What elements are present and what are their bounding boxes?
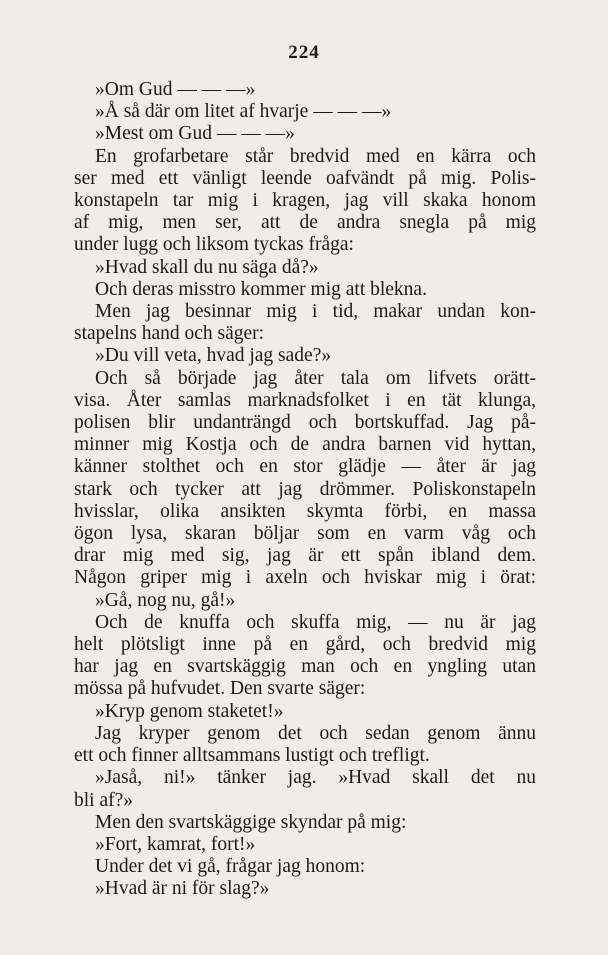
text-line: »Gå, nog nu, gå!» bbox=[95, 589, 236, 611]
text-line: »Mest om Gud — — —» bbox=[95, 123, 295, 145]
text-line: polisen blir undanträngd och bortskuffad. Jag på- bbox=[74, 412, 536, 434]
text-line: har jag en svartskäggig man och en yngling utan bbox=[74, 656, 536, 678]
text-line: drar mig med sig, jag är ett spån ibland dem. bbox=[74, 545, 536, 567]
text-line: En grofarbetare står bredvid med en kärra och bbox=[95, 145, 536, 167]
text-line: stapelns hand och säger: bbox=[74, 323, 265, 345]
text-line: Och så började jag åter tala om lifvets orätt- bbox=[95, 367, 536, 389]
text-line: Och deras misstro kommer mig att blekna. bbox=[95, 278, 427, 300]
text-line: ett och finner alltsammans lustigt och trefligt. bbox=[74, 745, 430, 767]
text-line: »Hvad skall du nu säga då?» bbox=[95, 256, 319, 278]
text-line: Jag kryper genom det och sedan genom ännu bbox=[95, 722, 536, 744]
text-line: mössa på hufvudet. Den svarte säger: bbox=[74, 678, 366, 700]
text-line: »Kryp genom staketet!» bbox=[95, 700, 284, 722]
text-line: »Om Gud — — —» bbox=[95, 79, 256, 100]
text-line: Under det vi gå, frågar jag honom: bbox=[95, 856, 366, 878]
text-line: »Jaså, ni!» tänker jag. »Hvad skall det nu bbox=[95, 767, 536, 789]
text-line: helt plötsligt inne på en gård, och bredvid mig bbox=[74, 634, 536, 656]
text-line: »Hvad är ni för slag?» bbox=[95, 878, 270, 900]
text-line: »Fort, kamrat, fort!» bbox=[95, 833, 256, 855]
text-line: Någon griper mig i axeln och hviskar mig i örat: bbox=[74, 567, 536, 589]
text-line: Men den svartskäggige skyndar på mig: bbox=[95, 811, 407, 833]
text-line: »Du vill veta, hvad jag sade?» bbox=[95, 345, 332, 367]
text-line: under lugg och liksom tyckas fråga: bbox=[74, 234, 354, 256]
text-line: känner stolthet och en stor glädje — åter är jag bbox=[74, 456, 536, 478]
text-line: hvisslar, olika ansikten skymta förbi, en massa bbox=[74, 500, 536, 522]
text-line: ögon lysa, skaran böljar som en varm våg och bbox=[74, 523, 536, 545]
text-line: stark och tycker att jag drömmer. Poliskonstapeln bbox=[74, 478, 536, 500]
page-number: 224 bbox=[288, 42, 320, 63]
text-line: ser med ett vänligt leende oafvändt på mig. Polis- bbox=[74, 167, 536, 189]
text-line: konstapeln tar mig i kragen, jag vill skaka honom bbox=[74, 190, 536, 212]
text-line: »Å så där om litet af hvarje — — —» bbox=[95, 101, 392, 123]
text-line: af mig, men ser, att de andra snegla på mig bbox=[74, 212, 536, 234]
text-line: Och de knuffa och skuffa mig, — nu är jag bbox=[95, 611, 536, 633]
text-line: Men jag besinnar mig i tid, makar undan kon- bbox=[95, 301, 536, 323]
text-line: bli af?» bbox=[74, 789, 134, 811]
text-line: minner mig Kostja och de andra barnen vid hyttan, bbox=[74, 434, 536, 456]
body-text bbox=[74, 79, 536, 901]
text-line: visa. Åter samlas marknadsfolket i en tät klunga, bbox=[74, 389, 536, 411]
